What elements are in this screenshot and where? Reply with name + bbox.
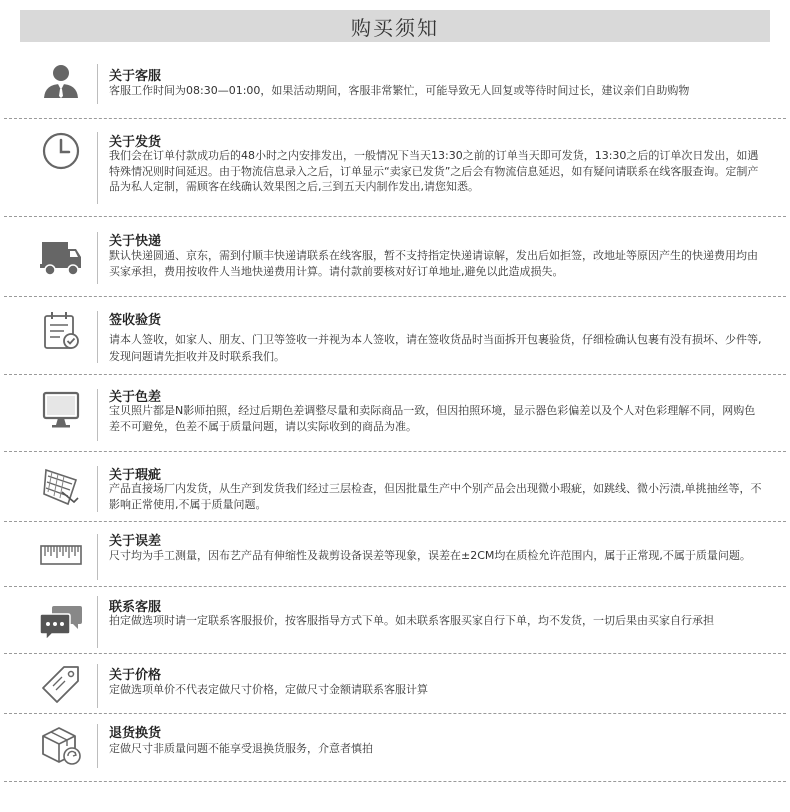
dashed-separator [4,296,786,297]
customer-service-person-icon [38,60,84,106]
dashed-separator [4,653,786,654]
return-box-icon [38,722,84,768]
section-title: 关于发货 [109,135,162,150]
section-divider-line [97,389,98,441]
section-title: 关于客服 [109,69,162,84]
section-title: 退货换货 [109,726,162,741]
section-text: 宝贝照片都是N影师拍照，经过后期色差调整尽量和卖际商品一致，但因拍照环境，显示器色彩偏差以及个人对色彩理解不同，网购色差不可避免，色差不属于质量问题，请以实际收到的商品为准。 [109,404,756,433]
delivery-truck-icon [38,234,84,280]
section-text: 尺寸均为手工测量，因布艺产品有伸缩性及裁剪设备误差等现象，误差在±2CM均在质检允许范围内，属于正常现,不属于质量问题。 [109,549,751,562]
fabric-defect-icon [38,464,84,510]
ruler-icon [38,532,84,578]
section-title: 签收验货 [109,313,162,328]
dashed-separator [4,521,786,522]
section-title: 关于瑕疵 [109,468,162,483]
chat-bubbles-icon [38,600,84,646]
section-title: 联系客服 [109,600,162,615]
dashed-separator [4,713,786,714]
dashed-separator [4,451,786,452]
section-text: 定做选项单价不代表定做尺寸价格，定做尺寸金额请联系客服计算 [109,683,428,696]
section-text: 我们会在订单付款成功后的48小时之内安排发出，一般情况下当天13:30之前的订单当天即可发货，13:30之后的订单次日发出，如遇特殊情况则时间延迟。由于物流信息录入之后，订单显示“卖家已发货”之后会有物流信息延迟，如有疑问请联系在线客服查询。定制产品为私人定制，需顾客在线确认效果图之后,三到五天内制作发出,请您知悉。 [109,149,759,193]
section-text: 拍定做选项时请一定联系客服报价，按客服指导方式下单。如未联系客服买家自行下单，均不发货，一切后果由买家自行承担 [109,614,714,627]
page-title: 购买须知 [20,10,770,42]
dashed-separator [4,216,786,217]
section-divider-line [97,596,98,648]
dashed-separator [4,781,786,782]
monitor-icon [38,387,84,433]
section-divider-line [97,132,98,204]
section-text: 客服工作时间为08:30—01:00，如果活动期间，客服非常繁忙，可能导致无人回复或等待时间过长，建议亲们自助购物 [109,84,690,97]
section-title: 关于误差 [109,534,162,549]
dashed-separator [4,374,786,375]
section-divider-line [97,311,98,363]
section-divider-line [97,466,98,512]
section-title: 关于快递 [109,234,162,249]
section-title: 关于价格 [109,668,162,683]
section-text: 定做尺寸非质量问题不能享受退换货服务，介意者慎拍 [109,742,373,755]
section-text: 请本人签收，如家人、朋友、门卫等签收一并视为本人签收，请在签收货品时当面拆开包裹验货，仔细检确认包裹有没有损坏、少件等,发现问题请先拒收并及时联系我们。 [109,333,762,363]
section-divider-line [97,724,98,768]
dashed-separator [4,118,786,119]
dashed-separator [4,586,786,587]
section-text: 产品直接场厂内发货，从生产到发货我们经过三层检查，但因批量生产中个别产品会出现微小瑕疵，如跳线、微小污渍,单挑抽丝等，不影响正常使用,不属于质量问题。 [109,482,762,511]
clock-icon [38,128,84,174]
section-title: 关于色差 [109,390,162,405]
calendar-check-icon [38,308,84,354]
section-divider-line [97,64,98,104]
section-divider-line [97,664,98,708]
section-divider-line [97,534,98,580]
section-divider-line [97,232,98,284]
price-tag-icon [38,662,84,708]
section-text: 默认快递圆通、京东，需到付顺丰快递请联系在线客服，暂不支持指定快递请谅解，发出后如拒签，改地址等原因产生的快递费用均由买家承担，费用按收件人当地快递费用计算。请付款前要核对好订单地址,避免以此造成损失。 [109,249,758,278]
